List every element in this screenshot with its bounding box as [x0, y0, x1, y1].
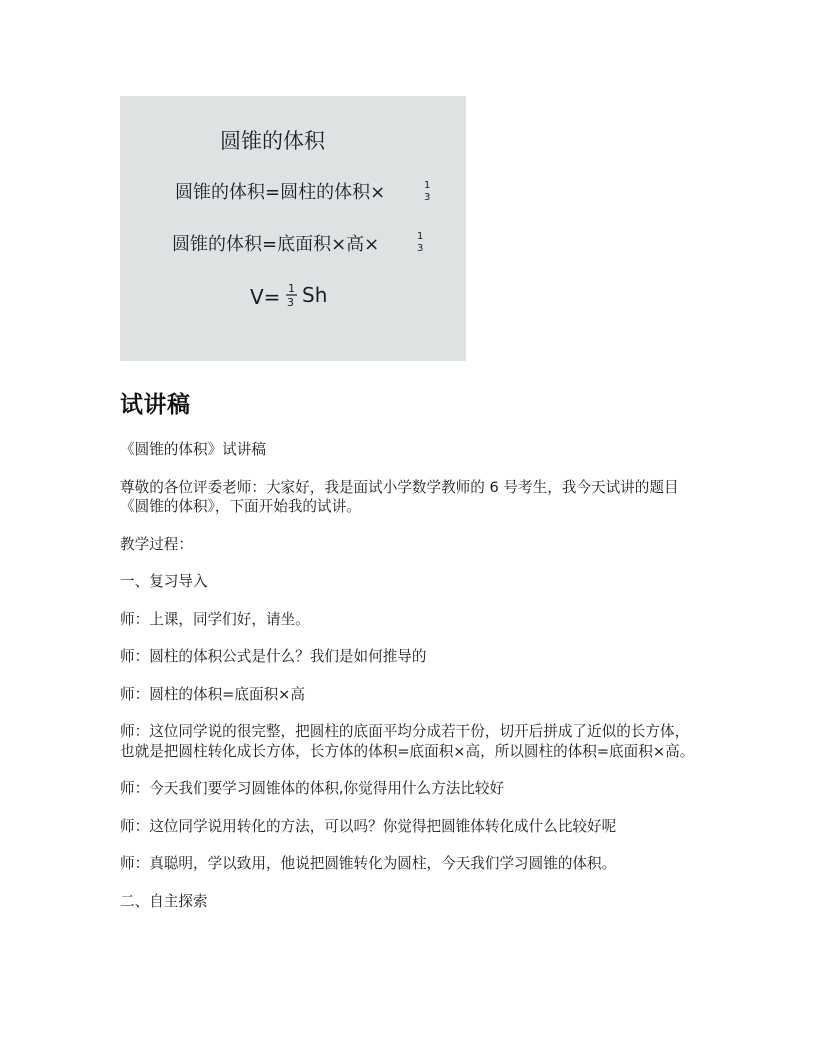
photo-line-2-frac-num: 1 [417, 231, 424, 242]
section-label: 一、复习导入 [120, 573, 208, 590]
paragraph: 师：上课，同学们好，请坐。 [120, 610, 310, 628]
photo-line-3-sh: Sh [302, 283, 328, 307]
paragraph: 师：今天我们要学习圆锥体的体积,你觉得用什么方法比较好 [120, 780, 505, 797]
formula-photo [120, 96, 466, 361]
paragraph: 师：真聪明，学以致用，他说把圆锥转化为圆柱，今天我们学习圆锥的体积。 [120, 855, 617, 872]
handwritten-formula-image [120, 96, 466, 361]
photo-line-3-frac-num: 1 [288, 282, 295, 295]
section-heading: 试讲稿 [120, 392, 191, 418]
paragraph: 师：这位同学说的很完整，把圆柱的底面平均分成若干份，切开后拼成了近似的长方体，也就是把圆柱转化成长方体，长方体的体积=底面积×高，所以圆柱的体积=底面积×高。 [120, 723, 695, 760]
photo-line-1-frac-num: 1 [424, 180, 431, 191]
paragraph: 师：这位同学说用转化的方法，可以吗？你觉得把圆锥体转化成什么比较好呢 [120, 817, 617, 835]
paragraph: 教学过程： [120, 535, 193, 553]
paragraph: 师：圆柱的体积公式是什么？我们是如何推导的 [120, 648, 427, 665]
photo-line-1: 圆锥的体积=圆柱的体积× [175, 182, 386, 203]
photo-line-2: 圆锥的体积=底面积×高× [172, 234, 380, 255]
photo-line-3-frac-den: 3 [287, 296, 294, 309]
photo-line-3: V= [250, 285, 281, 309]
paragraph: 师：圆柱的体积=底面积×高 [120, 685, 305, 703]
paragraph: 尊敬的各位评委老师：大家好，我是面试小学数学教师的 6 号考生，我今天试讲的题目《圆锥的体积》，下面开始我的试讲。 [120, 478, 679, 515]
photo-title: 圆锥的体积 [220, 129, 325, 153]
section-label: 二、自主探索 [120, 892, 208, 910]
doc-title: 《圆锥的体积》试讲稿 [120, 441, 266, 458]
lecture-body [120, 440, 700, 929]
photo-line-1-frac-den: 3 [424, 192, 431, 203]
photo-line-2-frac-den: 3 [417, 243, 424, 254]
